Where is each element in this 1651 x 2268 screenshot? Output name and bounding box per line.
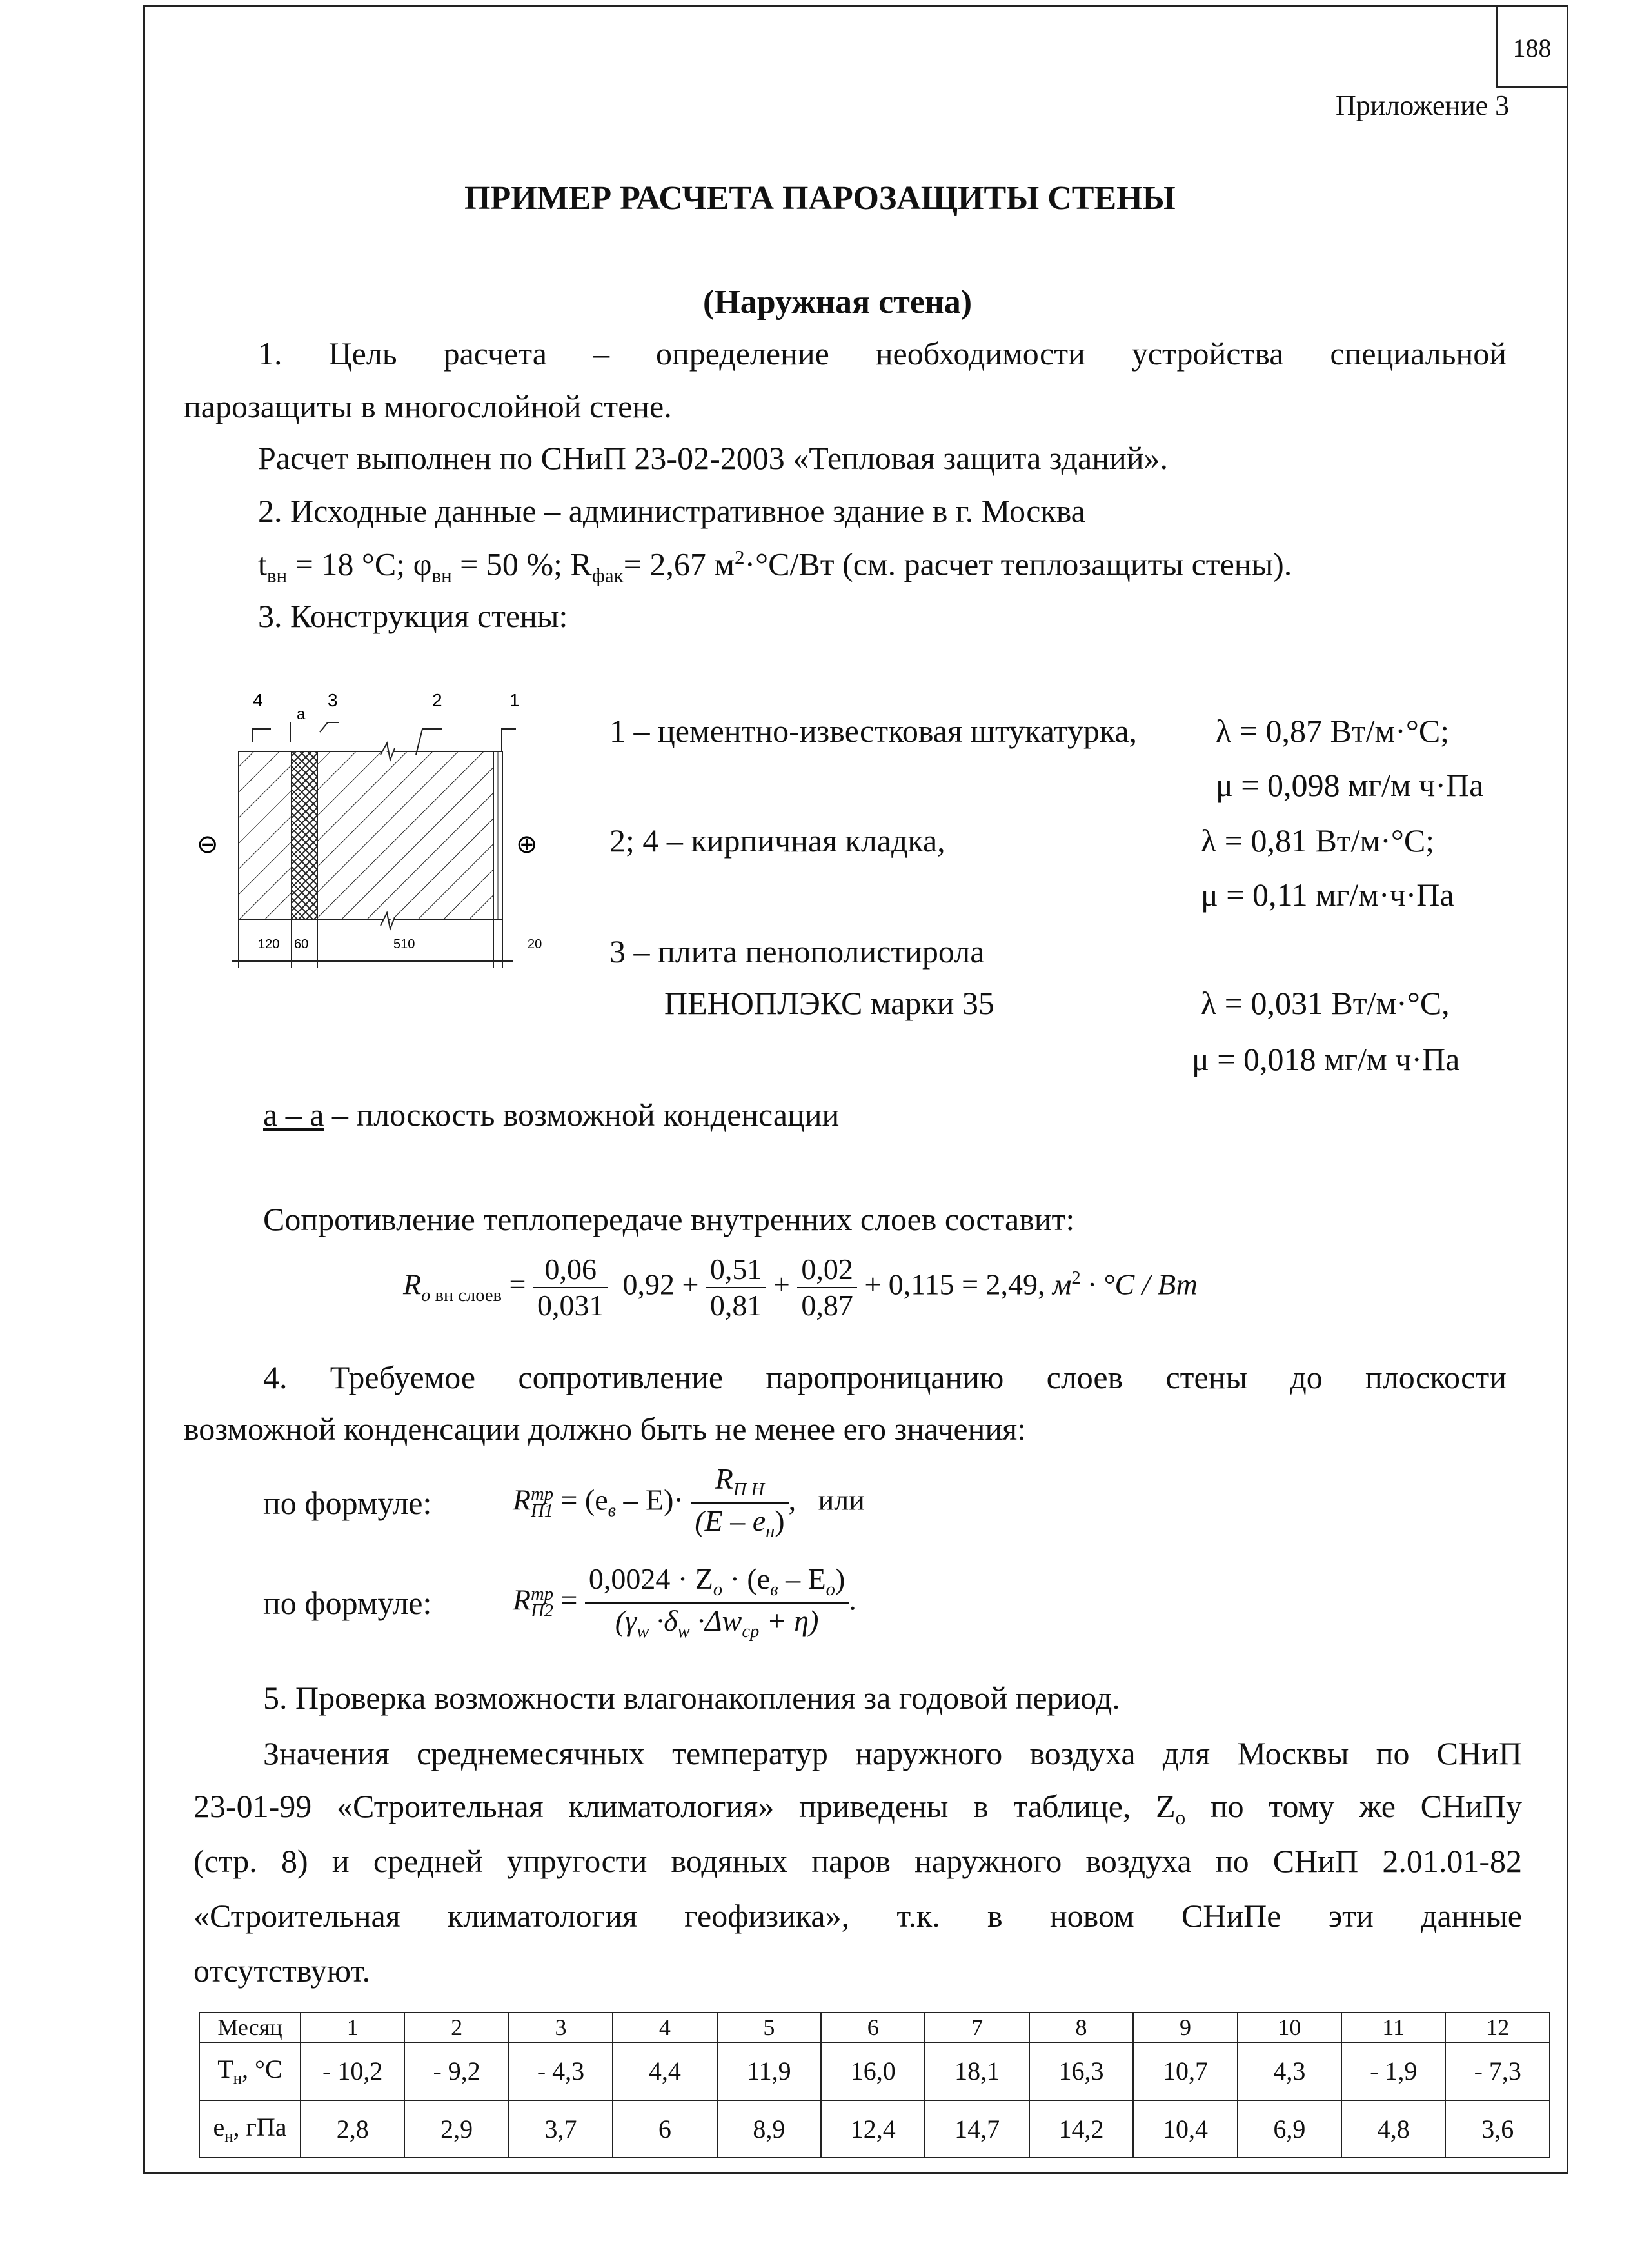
temperature-cell: 10,7	[1133, 2042, 1237, 2100]
inside-plus-sign: ⊕	[516, 830, 538, 859]
layer1-name: 1 – цементно-известковая штукатурка,	[609, 713, 1138, 749]
month-cell: 10	[1238, 2013, 1341, 2042]
vapor-pressure-cell: 6	[613, 2100, 717, 2158]
layer-label-3: 3	[328, 690, 338, 710]
check-line-1: Значения среднемесячных температур наружного воздуха для Москвы по СНиП	[263, 1735, 1522, 1771]
vapor-pressure-cell: 12,4	[821, 2100, 925, 2158]
layer1-mu: μ = 0,098 мг/м ч·Па	[1216, 767, 1484, 803]
requirement-line-2: возможной конденсации должно быть не менее его значения:	[184, 1411, 1026, 1447]
vapor-pressure-cell: 10,4	[1133, 2100, 1237, 2158]
vapor-pressure-cell: 2,8	[301, 2100, 404, 2158]
intro-line-1: 1. Цель расчета – определение необходимости устройства специальной	[258, 335, 1507, 372]
page-number-box	[1496, 5, 1568, 88]
vapor-pressure-cell: 6,9	[1238, 2100, 1341, 2158]
temperature-cell: 4,4	[613, 2042, 717, 2100]
month-cell: 3	[509, 2013, 613, 2042]
appendix-label: Приложение 3	[1336, 90, 1510, 121]
vapor-pressure-cell: 3,6	[1445, 2100, 1550, 2158]
month-cell: 11	[1341, 2013, 1445, 2042]
layer3-brand: ПЕНОПЛЭКС марки 35	[664, 985, 994, 1021]
month-header: Месяц	[199, 2013, 301, 2042]
layer3-mu: μ = 0,018 мг/м ч·Па	[1192, 1041, 1460, 1077]
layer-label-4: 4	[253, 690, 263, 710]
layer2-lambda: λ = 0,81 Вт/м·°С;	[1201, 822, 1435, 859]
month-cell: 12	[1445, 2013, 1550, 2042]
temperature-cell: - 7,3	[1445, 2042, 1550, 2100]
month-cell: 9	[1133, 2013, 1237, 2042]
page-number: 188	[1512, 34, 1552, 63]
construction-heading: 3. Конструкция стены:	[258, 598, 568, 634]
temperature-cell: 16,3	[1029, 2042, 1133, 2100]
vapor-pressure-cell: 14,2	[1029, 2100, 1133, 2158]
page-subtitle: (Наружная стена)	[703, 284, 973, 321]
table-row-months	[199, 2013, 1550, 2042]
dim-510: 510	[393, 937, 415, 951]
intro-reference: Расчет выполнен по СНиП 23-02-2003 «Тепловая защита зданий».	[258, 440, 1169, 476]
vapor-pressure-cell: 14,7	[925, 2100, 1029, 2158]
vapor-pressure-cell: 8,9	[717, 2100, 821, 2158]
month-cell: 6	[821, 2013, 925, 2042]
check-heading: 5. Проверка возможности влагонакопления за годовой период.	[263, 1680, 1120, 1716]
formula1-label: по формуле:	[263, 1485, 432, 1521]
climate-table	[199, 2012, 1550, 2158]
check-line-4: «Строительная климатология геофизика», т.к. в новом СНиПе эти данные	[193, 1898, 1522, 1934]
check-line-3: (стр. 8) и средней упругости водяных паров наружного воздуха по СНиП 2.01.01-82	[193, 1843, 1522, 1879]
formula2-label: по формуле:	[263, 1585, 432, 1621]
layer-label-1: 1	[509, 690, 520, 710]
resistance-formula: $R_о$ $_{вн слоев}$ = $\frac{0,06}{0,031}$ 0,92 + $\frac{0,51}{0,81}$ + $\frac{0,02}{0,87}$ + 0,115 = 2,49, $м^2 \cdot ^\circ С$ / Вт	[403, 1253, 1198, 1322]
resistance-heading: Сопротивление теплопередаче внутренних слоев составит:	[263, 1201, 1075, 1237]
plane-label-a: a	[297, 706, 306, 723]
month-cell: 4	[613, 2013, 717, 2042]
layer1-lambda: λ = 0,87 Вт/м·°С;	[1216, 713, 1450, 749]
temperature-cell: 11,9	[717, 2042, 821, 2100]
temperature-cell: 16,0	[821, 2042, 925, 2100]
vapor-pressure-cell: 4,8	[1341, 2100, 1445, 2158]
vapor-pressure-header: $e_н$, гПа	[199, 2100, 301, 2158]
month-cell: 1	[301, 2013, 404, 2042]
source-data-heading: 2. Исходные данные – административное здание в г. Москва	[258, 493, 1085, 529]
month-cell: 8	[1029, 2013, 1133, 2042]
layer-label-2: 2	[432, 690, 442, 710]
month-cell: 5	[717, 2013, 821, 2042]
check-line-2: 23-01-99 «Строительная климатология» приведены в таблице, $Z_о$ по тому же СНиПу	[193, 1788, 1523, 1829]
page-title: ПРИМЕР РАСЧЕТА ПАРОЗАЩИТЫ СТЕНЫ	[464, 180, 1176, 217]
month-cell: 2	[404, 2013, 508, 2042]
temperature-cell: - 1,9	[1341, 2042, 1445, 2100]
temperature-cell: - 9,2	[404, 2042, 508, 2100]
layer3-name: 3 – плита пенополистирола	[609, 933, 985, 970]
vapor-pressure-cell: 2,9	[404, 2100, 508, 2158]
layer2-name: 2; 4 – кирпичная кладка,	[609, 822, 945, 859]
month-cell: 7	[925, 2013, 1029, 2042]
formula-rp1: R тр П1 = $(e_в - E)\cdot$ $\frac{R_{П Н}}{(E - e_н)}$ , или	[513, 1462, 865, 1542]
intro-line-2: парозащиты в многослойной стене.	[184, 388, 672, 424]
table-row-vapor-pressure	[199, 2100, 1550, 2158]
table-row-temperature	[199, 2042, 1550, 2100]
temperature-cell: 18,1	[925, 2042, 1029, 2100]
outside-minus-sign: ⊖	[197, 830, 219, 859]
temperature-cell: 4,3	[1238, 2042, 1341, 2100]
dim-120: 120	[258, 937, 280, 951]
temperature-cell: - 10,2	[301, 2042, 404, 2100]
source-data-values: $t_{вн} = 18$ °С; $\varphi_{вн} = 50$ %; $R_{фак}= 2,67$ $м^2\cdot^\circ С/Вт$ (см. расчет теплозащиты стены).	[258, 546, 1292, 587]
wall-section-diagram	[193, 684, 568, 993]
temperature-cell: - 4,3	[509, 2042, 613, 2100]
requirement-line-1: 4. Требуемое сопротивление паропроницанию слоев стены до плоскости	[263, 1359, 1507, 1395]
dim-20: 20	[528, 937, 542, 951]
layer2-mu: μ = 0,11 мг/м·ч·Па	[1201, 877, 1454, 913]
check-line-5: отсутствуют.	[193, 1953, 371, 1989]
formula-rp2: R тр П2 = $\frac{0,0024 \cdot Z_o \cdot (e_в - E_o)}{(\gamma_w \cdot\delta_w \cdot\Delta w_{ср} + \eta)}$ .	[513, 1562, 856, 1642]
layer3-lambda: λ = 0,031 Вт/м·°С,	[1201, 985, 1450, 1021]
vapor-pressure-cell: 3,7	[509, 2100, 613, 2158]
dim-60: 60	[294, 937, 309, 951]
temperature-header: $T_н$, °С	[199, 2042, 301, 2100]
condensation-plane-note: а – а – плоскость возможной конденсации	[263, 1097, 840, 1133]
